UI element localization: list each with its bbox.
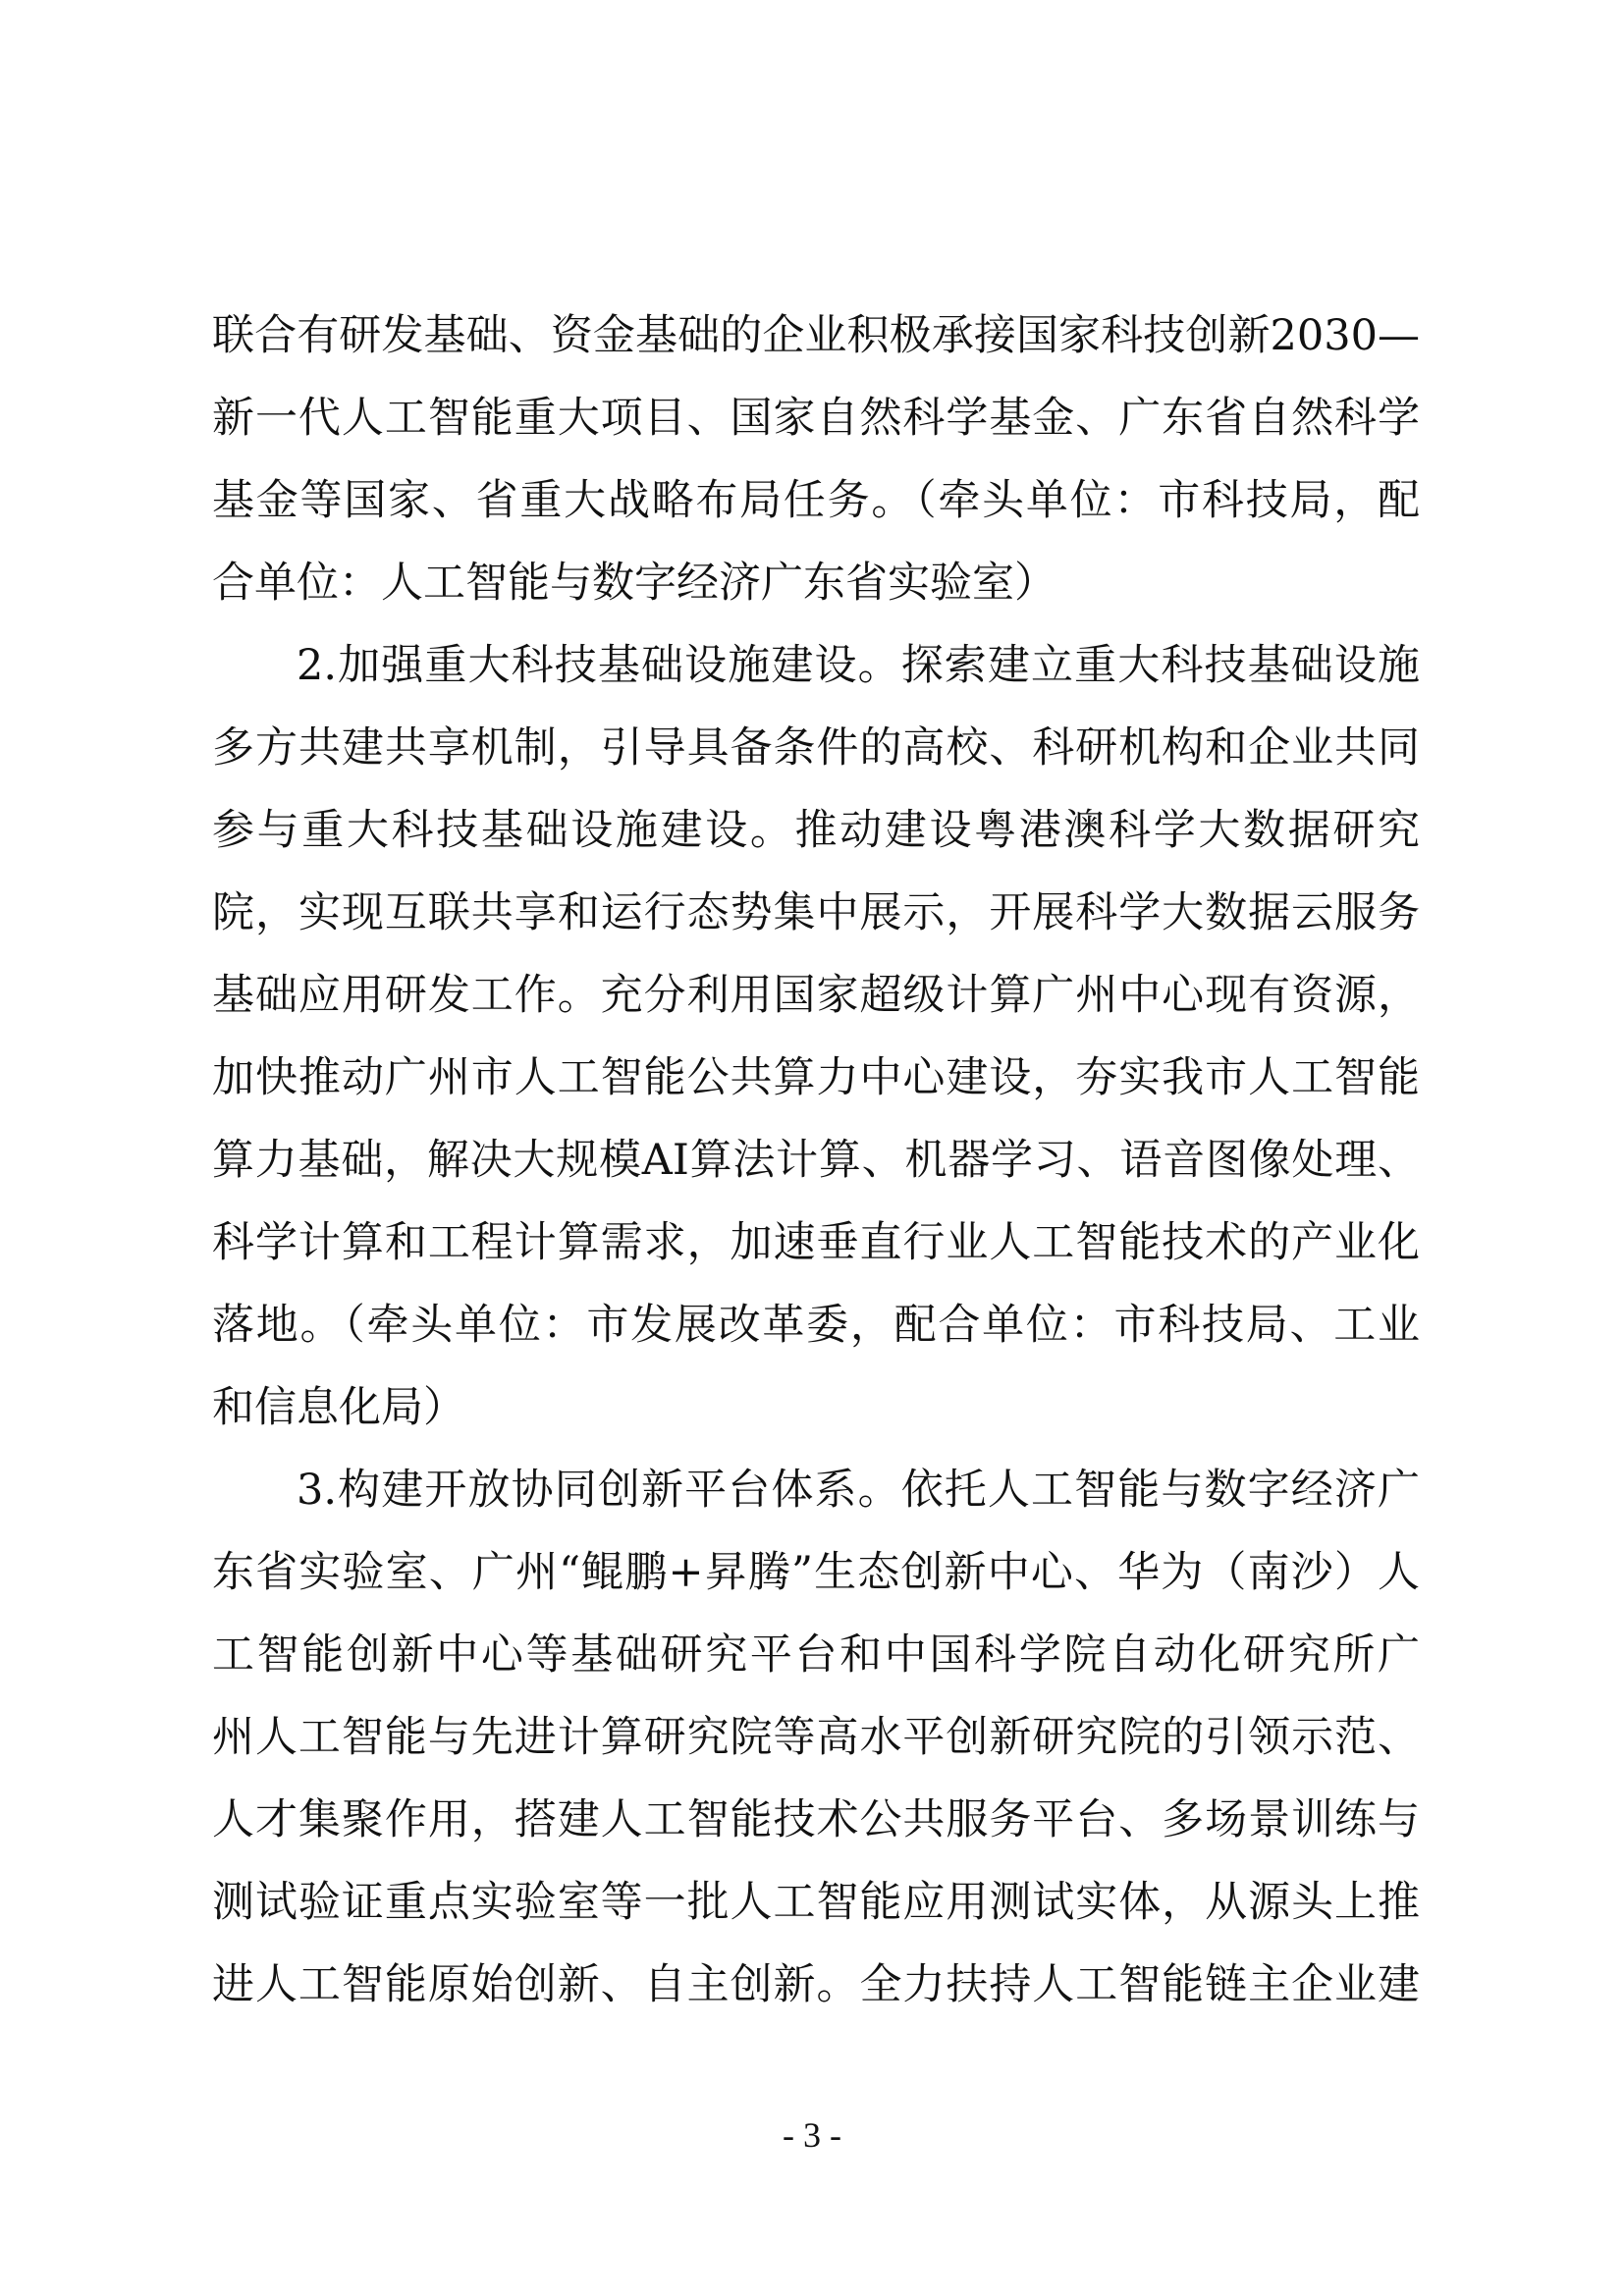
text-line: 联合有研发基础、资金基础的企业积极承接国家科技创新2030— — [212, 311, 1420, 360]
text-line: 基础应用研发工作。充分利用国家超级计算广州中心现有资源， — [212, 971, 1420, 1020]
text-line: 和信息化局） — [212, 1383, 465, 1432]
text-line: 落地。（牵头单位：市发展改革委，配合单位：市科技局、工业 — [212, 1301, 1420, 1350]
text-line: 合单位：人工智能与数字经济广东省实验室） — [212, 559, 1056, 608]
text-line: 进人工智能原始创新、自主创新。全力扶持人工智能链主企业建 — [212, 1960, 1420, 2009]
text-line: 东省实验室、广州“鲲鹏+昇腾”生态创新中心、华为（南沙）人 — [212, 1548, 1420, 1597]
page-number: - 3 - — [783, 2115, 841, 2155]
text-line: 新一代人工智能重大项目、国家自然科学基金、广东省自然科学 — [212, 394, 1420, 443]
text-line: 3.构建开放协同创新平台体系。依托人工智能与数字经济广 — [297, 1466, 1420, 1515]
text-line: 2.加强重大科技基础设施建设。探索建立重大科技基础设施 — [297, 641, 1420, 690]
text-line: 人才集聚作用，搭建人工智能技术公共服务平台、多场景训练与 — [212, 1795, 1420, 1844]
text-line: 参与重大科技基础设施建设。推动建设粤港澳科学大数据研究 — [212, 806, 1420, 855]
text-line: 加快推动广州市人工智能公共算力中心建设，夯实我市人工智能 — [212, 1053, 1420, 1102]
text-line: 院，实现互联共享和运行态势集中展示，开展科学大数据云服务 — [212, 888, 1420, 937]
text-line: 基金等国家、省重大战略布局任务。（牵头单位：市科技局，配 — [212, 476, 1420, 525]
text-line: 科学计算和工程计算需求，加速垂直行业人工智能技术的产业化 — [212, 1218, 1420, 1267]
text-line: 多方共建共享机制，引导具备条件的高校、科研机构和企业共同 — [212, 723, 1420, 773]
text-line: 算力基础，解决大规模AI算法计算、机器学习、语音图像处理、 — [212, 1136, 1420, 1185]
text-line: 工智能创新中心等基础研究平台和中国科学院自动化研究所广 — [212, 1630, 1420, 1680]
text-line: 测试验证重点实验室等一批人工智能应用测试实体，从源头上推 — [212, 1878, 1420, 1927]
body-text — [212, 294, 1420, 2026]
text-line: 州人工智能与先进计算研究院等高水平创新研究院的引领示范、 — [212, 1713, 1420, 1762]
